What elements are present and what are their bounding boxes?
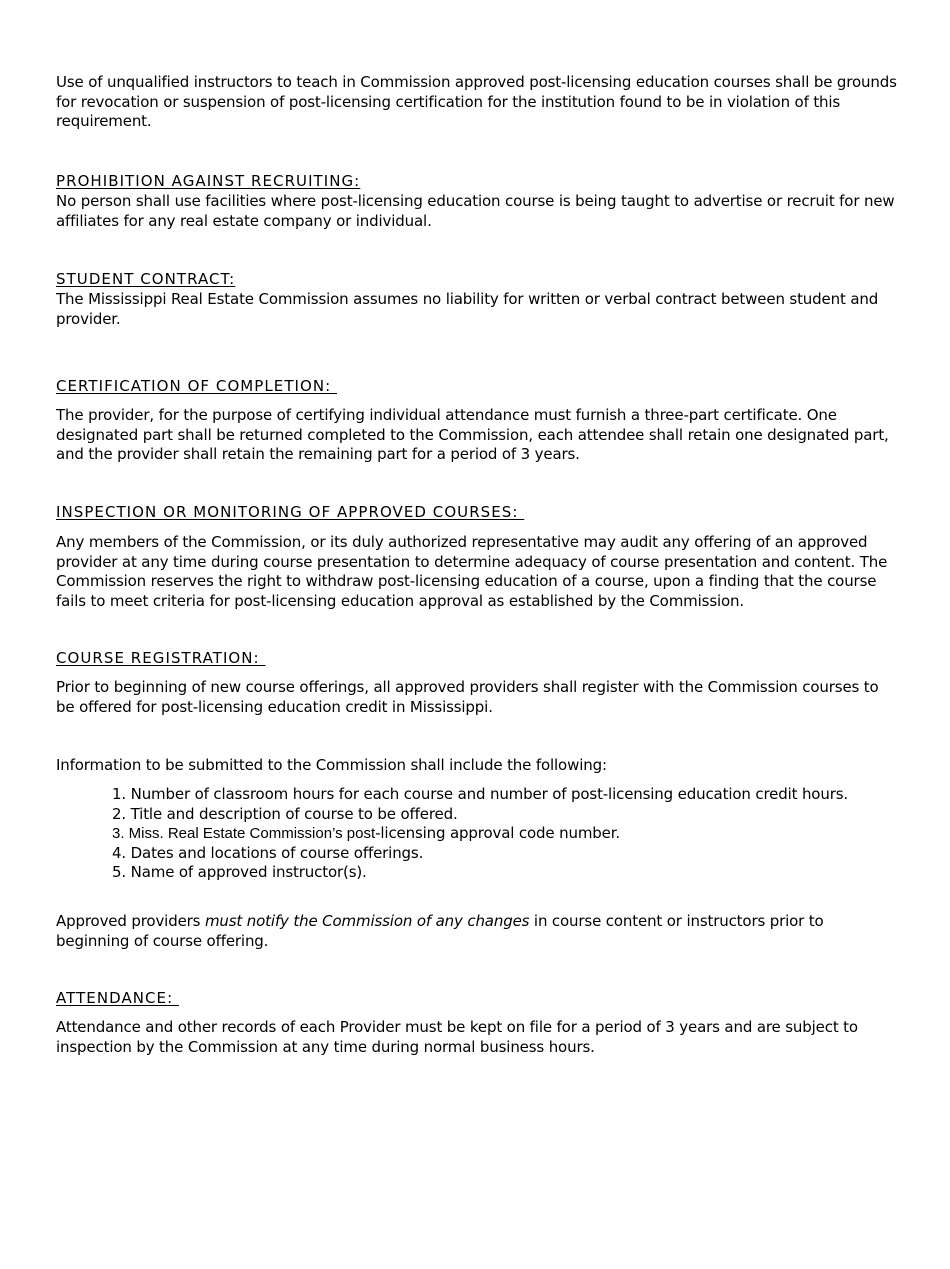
prohibition-paragraph: No person shall use facilities where post-licensing education course is being taught to advertise or recruit for new affiliates for any real estate company or individual. — [56, 192, 895, 230]
certification-paragraph: The provider, for the purpose of certifying individual attendance must furnish a three-part certificate. One designated part shall be returned completed to the Commission, each attendee shall retain one designated part, and the provider shall retain the remaining part for a period of 3 years. — [56, 406, 889, 464]
list-item: 2. Title and description of course to be offered. — [112, 804, 458, 823]
inspection-heading: INSPECTION OR MONITORING OF APPROVED COURSES: — [56, 503, 525, 521]
notify-emphasis: must notify the Commission of any changes — [204, 912, 530, 930]
notify-text: Approved providers — [56, 912, 205, 930]
attendance-paragraph: Attendance and other records of each Provider must be kept on file for a period of 3 years and are subject to inspection by the Commission at any time during normal business hours. — [56, 1018, 858, 1056]
student-contract-paragraph: The Mississippi Real Estate Commission assumes no liability for written or verbal contract between student and provider. — [56, 290, 879, 328]
list-item: 1. Number of classroom hours for each course and number of post-licensing education credit hours. — [112, 785, 848, 803]
notify-text: in course content or instructors prior to beginning of course offering. — [56, 912, 824, 950]
prohibition-heading: PROHIBITION AGAINST RECRUITING: — [56, 172, 361, 190]
list-item-text-part: 3. Miss. Real Estate Commission’s post — [112, 825, 376, 843]
intro-paragraph: Use of unqualified instructors to teach in Commission approved post-licensing education courses shall be grounds for revocation or suspension of post-licensing certification for the institution found to be in violation of this requirement. — [56, 73, 897, 131]
certification-heading: CERTIFICATION OF COMPLETION: — [56, 377, 338, 395]
course-registration-heading: COURSE REGISTRATION: — [56, 649, 266, 667]
student-contract-heading: STUDENT CONTRACT: — [56, 270, 236, 288]
list-item: 5. Name of approved instructor(s). — [112, 863, 367, 882]
inspection-paragraph: Any members of the Commission, or its duly authorized representative may audit any offering of an approved provider at any time during course presentation to determine adequacy of course presentation and content. The Commission reserves the right to withdraw post-licensing education of a course, upon a finding that the course fails to meet criteria for post-licensing education approval as established by the Commission. — [56, 533, 888, 610]
list-item-text-part: -licensing approval code number. — [375, 824, 620, 843]
notify-paragraph — [56, 912, 901, 951]
information-intro: Information to be submitted to the Commission shall include the following: — [56, 756, 607, 774]
course-registration-paragraph: Prior to beginning of new course offerings, all approved providers shall register with the Commission courses to be offered for post-licensing education credit in Mississippi. — [56, 678, 879, 716]
attendance-heading: ATTENDANCE: — [56, 989, 179, 1007]
submission-requirements-list — [112, 785, 902, 883]
list-item: 4. Dates and locations of course offerings. — [112, 843, 424, 862]
list-item — [112, 824, 902, 844]
